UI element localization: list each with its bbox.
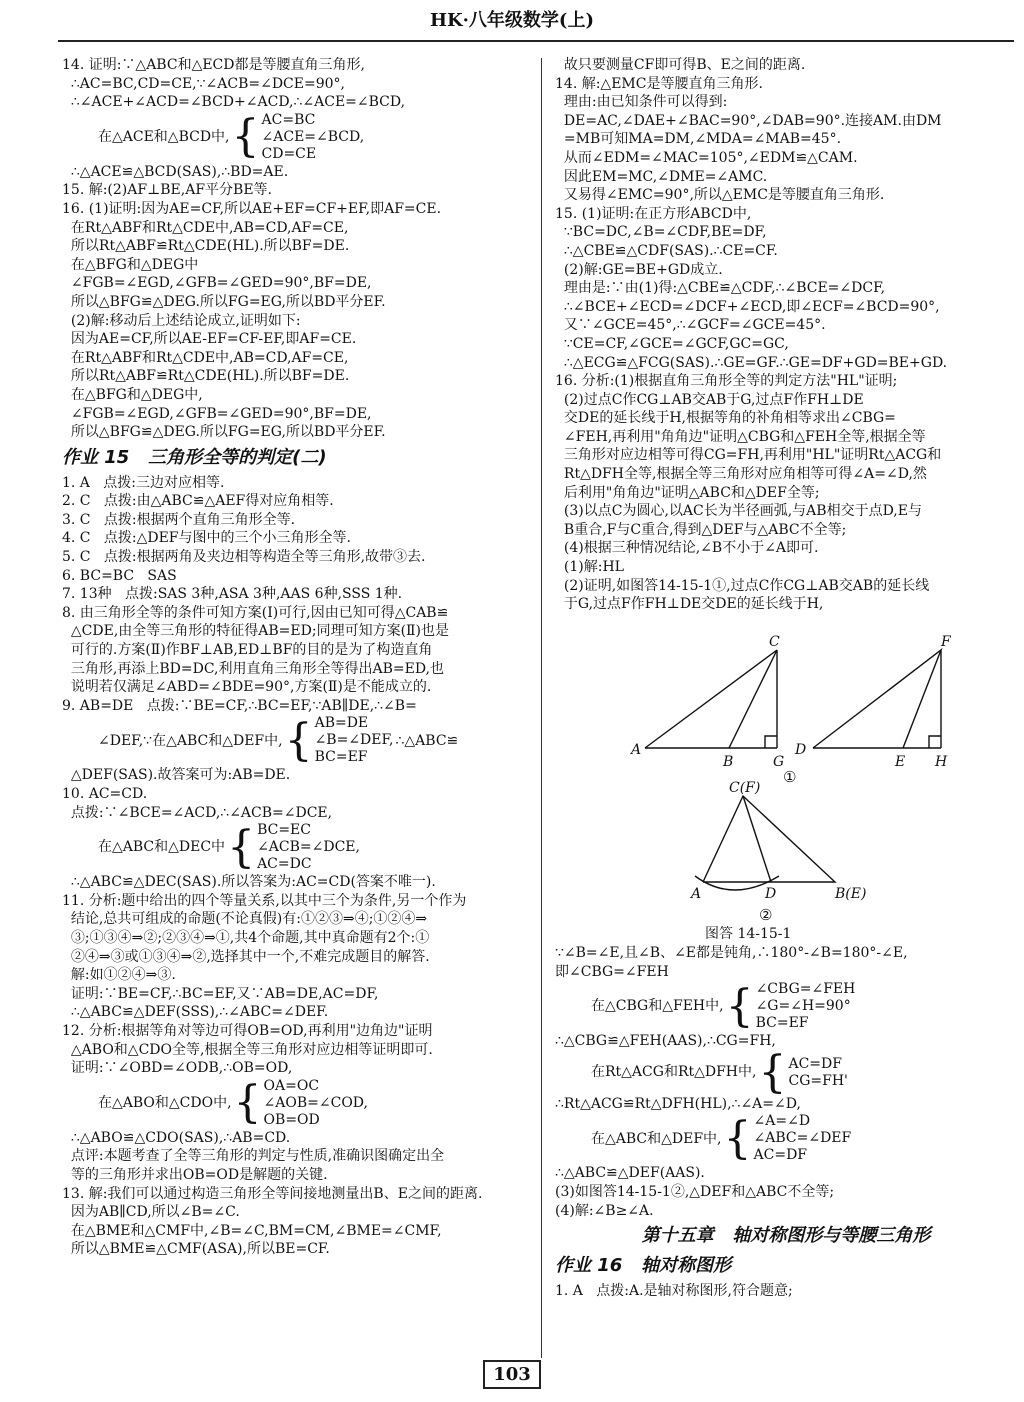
text-line: (2)过点C作CG⊥AB交AB于G,过点F作FH⊥DE	[555, 391, 864, 408]
page-number	[472, 1360, 552, 1389]
text-line: ∴△ECG≌△FCG(SAS).∴GE=GF.∴GE=DF+GD=BE+GD.	[555, 354, 948, 371]
text-line: ∴∠BCE+∠ECD=∠DCF+∠ECD,即∠ECF=∠BCD=90°,	[555, 298, 940, 315]
figure-caption: 图答 14-15-1	[705, 926, 792, 943]
label-f1: F	[941, 633, 951, 650]
text-line: 16. (1)证明:因为AE=CF,所以AE+EF=CF+EF,即AF=CE.	[62, 200, 442, 217]
text-line: 所以△BFG≌△DEG.所以FG=EG,所以BD平分EF.	[62, 293, 386, 310]
text-line: 1. A 点拨:A.是轴对称图形,符合题意;	[555, 1283, 793, 1300]
text-line: 15. 解:(2)AF⊥BE,AF平分BE等.	[62, 182, 272, 199]
brace-glyph: {	[284, 714, 313, 766]
left-block-c	[62, 474, 532, 716]
left-column	[62, 56, 532, 1259]
right-block-b	[555, 944, 1017, 981]
right-block-f	[555, 1282, 1017, 1301]
right-block-d	[555, 1095, 1017, 1114]
text-line: 在Rt△ABF和Rt△CDE中,AB=CD,AF=CE,	[62, 219, 349, 236]
text-line: 14. 证明:∵△ABC和△ECD都是等腰直角三角形,	[62, 57, 365, 73]
system-row: OA=OC	[263, 1077, 320, 1094]
system-row: ∠A=∠D	[753, 1113, 811, 1130]
system-row: AB=DE	[314, 715, 369, 732]
text-line: (4)解:∠B≥∠A.	[555, 1202, 654, 1219]
text-line: 在△BFG和△DEG中	[62, 256, 199, 273]
left-system-2	[62, 715, 532, 766]
text-line: (1)解:HL	[555, 559, 624, 576]
text-line: ∠FGB=∠EGD,∠GFB=∠GED=90°,BF=DE,	[62, 405, 372, 422]
text-line: 理由:由已知条件可以得到:	[555, 94, 728, 111]
text-line: 因为AB∥CD,所以∠B=∠C.	[62, 1204, 240, 1221]
text-line: ∴△ABC≌△DEC(SAS).所以答案为:AC=CD(答案不唯一).	[62, 874, 436, 891]
left-block-d	[62, 766, 532, 822]
triangle-def	[813, 650, 941, 748]
text-line: 点评:本题考查了全等三角形的判定与性质,准确识图确定出全	[62, 1148, 445, 1165]
text-line: (2)解:移动后上述结论成立,证明如下:	[62, 312, 301, 329]
left-block-b	[62, 163, 532, 442]
system-rows	[264, 1078, 368, 1129]
text-line: 7. 13种 点拨:SAS 3种,ASA 3种,AAS 6种,SSS 1种.	[62, 586, 403, 603]
label-g1: G	[773, 753, 785, 770]
triangle-abe	[703, 796, 835, 882]
text-line: △ABO和△CDO全等,根据全等三角形对应边相等证明即可.	[62, 1041, 433, 1058]
label-c1: C	[769, 633, 780, 650]
text-line: 交DE的延长线于H,根据等角的补角相等求出∠CBG=	[555, 410, 896, 427]
system-row: AC=DF	[788, 1055, 842, 1072]
text-line: 结论,总共可组成的命题(不论真假)有:①②③⇒④;①②④⇒	[62, 911, 428, 928]
label-d2: D	[765, 885, 777, 902]
figure-14-15-1	[555, 614, 1017, 944]
text-line: 等的三角形并求出OB=OD是解题的关键.	[62, 1166, 328, 1183]
right-column	[555, 56, 1017, 1301]
triangle-abc	[645, 650, 777, 748]
text-line: 故只要测量CF即可得B、E之间的距离.	[555, 57, 806, 73]
label-cf2: C(F)	[729, 779, 761, 796]
text-line: 15. (1)证明:在正方形ABCD中,	[555, 205, 752, 222]
system-row: AC=DF	[753, 1147, 808, 1164]
system-tail: ∴△ABC≌	[395, 732, 459, 749]
label-e1: E	[895, 753, 906, 770]
system-row: ∠AOB=∠COD,	[263, 1094, 368, 1111]
system-label: 在△ABC和△DEC中	[98, 839, 226, 856]
text-line: ∴△ACE≌△BCD(SAS),∴BD=AE.	[62, 163, 289, 180]
text-line: 在Rt△ABF和Rt△CDE中,AB=CD,AF=CE,	[62, 349, 349, 366]
system-label: ∠DEF,∵在△ABC和△DEF中,	[98, 732, 283, 749]
right-block-a	[555, 56, 1017, 614]
text-line: ③;①③④⇒②;②③④⇒①,共4个命题,其中真命题有2个:①	[62, 929, 430, 946]
left-block-e	[62, 873, 532, 1078]
system-row: BC=EC	[257, 822, 311, 839]
system-rows	[257, 822, 360, 873]
text-line: (3)如图答14-15-1②,△DEF和△ABC不全等;	[555, 1183, 835, 1200]
text-line: 2. C 点拨:由△ABC≌△AEF得对应角相等.	[62, 493, 334, 510]
text-line: 说明若仅满足∠ABD=∠BDE=90°,方案(Ⅱ)是不能成立的.	[62, 679, 432, 696]
text-line: 3. C 点拨:根据两个直角三角形全等.	[62, 511, 296, 528]
text-line: 13. 解:我们可以通过构造三角形全等间接地测量出B、E之间的距离.	[62, 1185, 483, 1202]
system-rows	[756, 981, 856, 1032]
text-line: 理由是:∵由(1)得:△CBE≌△CDF,∴∠BCE=∠DCF,	[555, 280, 886, 297]
label-be2: B(E)	[835, 885, 867, 902]
left-system-1	[62, 112, 532, 163]
text-line: 所以△BFG≌△DEG.所以FG=EG,所以BD平分EF.	[62, 424, 386, 441]
text-line: 因此EM=MC,∠DME=∠AMC.	[555, 168, 768, 185]
system-row: AC=DC	[257, 856, 312, 873]
page-number-box: 103	[483, 1360, 541, 1389]
page-header	[0, 0, 1024, 48]
left-block-f	[62, 1129, 532, 1259]
system-row: CD=CE	[261, 145, 317, 162]
text-line: 14. 解:△EMC是等腰直角三角形.	[555, 75, 763, 92]
text-line: ∴∠ACE+∠ACD=∠BCD+∠ACD,∴∠ACE=∠BCD,	[62, 94, 406, 111]
figure-mark-1: ①	[783, 767, 797, 786]
text-line: 16. 分析:(1)根据直角三角形全等的判定方法"HL"证明;	[555, 373, 898, 390]
text-line: B重合,F与C重合,得到△DEF与△ABC不全等;	[555, 521, 847, 538]
text-line: ∴△ABC≌△DEF(AAS).	[555, 1165, 705, 1182]
text-line: 后利用"角角边"证明△ABC和△DEF全等;	[555, 484, 820, 501]
text-line: Rt△DFH全等,根据全等三角形对应角相等可得∠A=∠D,然	[555, 466, 927, 483]
text-line: 8. 由三角形全等的条件可知方案(Ⅰ)可行,因由已知可得△CAB≌	[62, 604, 449, 621]
text-line: 又∵∠GCE=45°,∴∠GCF=∠GCE=45°.	[555, 317, 826, 334]
system-row: ∠ABC=∠DEF	[753, 1130, 852, 1147]
system-label: 在△ABC和△DEF中,	[591, 1130, 722, 1147]
text-line: ∵BC=DC,∠B=∠CDF,BE=DF,	[555, 224, 767, 241]
system-row: ∠B=∠DEF,	[314, 732, 394, 749]
text-line: ②④⇒③或①③④⇒②,选择其中一个,不难完成题目的解答.	[62, 948, 430, 965]
system-row: ∠CBG=∠FEH	[755, 981, 856, 998]
text-line: 可行的.方案(Ⅱ)作BF⊥AB,ED⊥BF的目的是为了构造直角	[62, 642, 433, 659]
text-line: 所以△BME≌△CMF(ASA),所以BE=CF.	[62, 1241, 330, 1258]
system-rows	[315, 715, 394, 766]
brace-glyph: {	[725, 980, 754, 1032]
right-system-1	[555, 981, 1017, 1032]
figure-mark-2: ②	[759, 905, 773, 924]
header-rule	[58, 40, 1014, 42]
system-row: CG=FH'	[788, 1072, 848, 1089]
text-line: 11. 分析:题中给出的四个等量关系,以其中三个为条件,另一个作为	[62, 892, 467, 909]
text-line: ∴△CBG≌△FEH(AAS),∴CG=FH,	[555, 1033, 776, 1050]
label-b1: B	[723, 753, 734, 770]
label-h1: H	[935, 753, 948, 770]
text-line: ∵∠B=∠E,且∠B、∠E都是钝角,∴180°-∠B=180°-∠E,	[555, 945, 908, 961]
text-line: 因为AE=CF,所以AE-EF=CF-EF,即AF=CE.	[62, 331, 357, 348]
column-divider	[541, 58, 542, 1358]
chapter-title-15: 第十五章 轴对称图形与等腰三角形	[641, 1225, 931, 1247]
text-line: 即∠CBG=∠FEH	[555, 963, 669, 980]
text-line: ∵CE=CF,∠GCE=∠GCF,GC=GC,	[555, 335, 789, 352]
text-line: ∴△ABC≌△DEF(SSS),∴∠ABC=∠DEF.	[62, 1004, 329, 1021]
brace-glyph: {	[758, 1046, 787, 1098]
text-line: 在△BME和△CMF中,∠B=∠C,BM=CM,∠BME=∠CMF,	[62, 1222, 442, 1239]
text-line: 三角形对应边相等可得CG=FH,再利用"HL"证明Rt△ACG和	[555, 447, 942, 464]
system-rows	[788, 1056, 847, 1090]
system-row: OB=OD	[263, 1111, 320, 1128]
text-line: 所以Rt△ABF≌Rt△CDE(HL).所以BF=DE.	[62, 368, 350, 385]
text-line: 在△BFG和△DEG中,	[62, 386, 203, 403]
system-row: BC=EF	[314, 749, 368, 766]
text-line: 于G,过点F作FH⊥DE交DE的延长线于H,	[555, 596, 824, 613]
left-system-3	[62, 822, 532, 873]
text-line: 所以Rt△ABF≌Rt△CDE(HL).所以BF=DE.	[62, 238, 350, 255]
text-line: 解:如①②④⇒③.	[62, 967, 176, 984]
text-line: 证明:∵BE=CF,∴BC=EF,又∵AB=DE,AC=DF,	[62, 985, 379, 1002]
brace-glyph: {	[227, 821, 256, 873]
text-line: =MB可知MA=DM,∠MDA=∠MAB=45°.	[555, 131, 842, 148]
text-line: △CDE,由全等三角形的特征得AB=ED;同理可知方案(Ⅱ)也是	[62, 623, 450, 640]
text-line: (3)以点C为圆心,以AC长为半径画弧,与AB相交于点D,E与	[555, 503, 922, 520]
text-line: 点拨:∵∠BCE=∠ACD,∴∠ACB=∠DCE,	[62, 804, 333, 821]
text-line: 10. AC=CD.	[62, 786, 148, 802]
text-line: 9. AB=DE 点拨:∵BE=CF,∴BC=EF,∵AB∥DE,∴∠B=	[62, 697, 417, 714]
system-row: AC=BC	[261, 111, 316, 128]
brace-glyph: {	[231, 111, 260, 163]
section-title-15: 作业 15 三角形全等的判定(二)	[62, 446, 327, 468]
text-line: 12. 分析:根据等角对等边可得OB=OD,再利用"边角边"证明	[62, 1022, 433, 1039]
system-row: ∠ACB=∠DCE,	[257, 839, 360, 856]
left-system-4	[62, 1078, 532, 1129]
right-block-e	[555, 1164, 1017, 1220]
text-line: ∴△CBE≌△CDF(SAS).∴CE=CF.	[555, 242, 778, 259]
text-line: 1. A 点拨:三边对应相等.	[62, 474, 225, 491]
label-a2: A	[691, 885, 702, 902]
text-line: DE=AC,∠DAE+∠BAC=90°,∠DAB=90°.连接AM.由DM	[555, 112, 942, 129]
left-block-a	[62, 56, 532, 112]
system-label: 在Rt△ACG和Rt△DFH中,	[591, 1064, 757, 1081]
text-line: (2)解:GE=BE+GD成立.	[555, 261, 723, 278]
section-title-16: 作业 16 轴对称图形	[555, 1255, 732, 1277]
system-row: ∠G=∠H=90°	[755, 998, 851, 1015]
text-line: ∴△ABO≌△CDO(SAS),∴AB=CD.	[62, 1129, 291, 1146]
label-d1: D	[795, 741, 807, 758]
text-line: 证明:∵∠OBD=∠ODB,∴OB=OD,	[62, 1060, 293, 1077]
right-system-3	[555, 1113, 1017, 1164]
brace-glyph: {	[723, 1112, 752, 1164]
system-rows	[262, 112, 365, 163]
text-line: (4)根据三种情况结论,∠B不小于∠A即可.	[555, 540, 819, 557]
system-label: 在△CBG和△FEH中,	[591, 998, 724, 1015]
right-system-2	[555, 1046, 1017, 1098]
text-line: 三角形,再添上BD=DC,利用直角三角形全等得出AB=ED,也	[62, 660, 445, 677]
text-line: 从而∠EDM=∠MAC=105°,∠EDM≌△CAM.	[555, 149, 858, 166]
right-block-c	[555, 1032, 1017, 1051]
system-row: BC=EF	[755, 1015, 809, 1032]
text-line: 6. BC=BC SAS	[62, 567, 177, 584]
system-row: ∠ACE=∠BCD,	[261, 128, 365, 145]
brace-glyph: {	[233, 1077, 262, 1129]
text-line: 4. C 点拨:△DEF与图中的三个小三角形全等.	[62, 530, 351, 547]
system-label: 在△ACE和△BCD中,	[98, 128, 230, 145]
text-line: ∴Rt△ACG≌Rt△DFH(HL),∴∠A=∠D,	[555, 1095, 801, 1112]
label-a1: A	[631, 741, 642, 758]
text-line: 5. C 点拨:根据两角及夹边相等构造全等三角形,故带③去.	[62, 549, 426, 566]
text-line: ∠FGB=∠EGD,∠GFB=∠GED=90°,BF=DE,	[62, 275, 372, 292]
text-line: (2)证明,如图答14-15-1①,过点C作CG⊥AB交AB的延长线	[555, 577, 930, 594]
system-rows	[754, 1113, 852, 1164]
text-line: ∴AC=BC,CD=CE,∵∠ACB=∠DCE=90°,	[62, 75, 345, 92]
system-label: 在△ABO和△CDO中,	[98, 1094, 232, 1111]
text-line: ∠FEH,再利用"角角边"证明△CBG和△FEH全等,根据全等	[555, 428, 926, 445]
text-line: 又易得∠EMC=90°,所以△EMC是等腰直角三角形.	[555, 187, 885, 204]
geometry-figure	[555, 614, 995, 926]
text-line: △DEF(SAS).故答案可为:AB=DE.	[62, 767, 291, 784]
right-angle-g	[765, 736, 777, 748]
header-title: HK·八年级数学(上)	[430, 10, 594, 31]
right-angle-h	[929, 736, 941, 748]
